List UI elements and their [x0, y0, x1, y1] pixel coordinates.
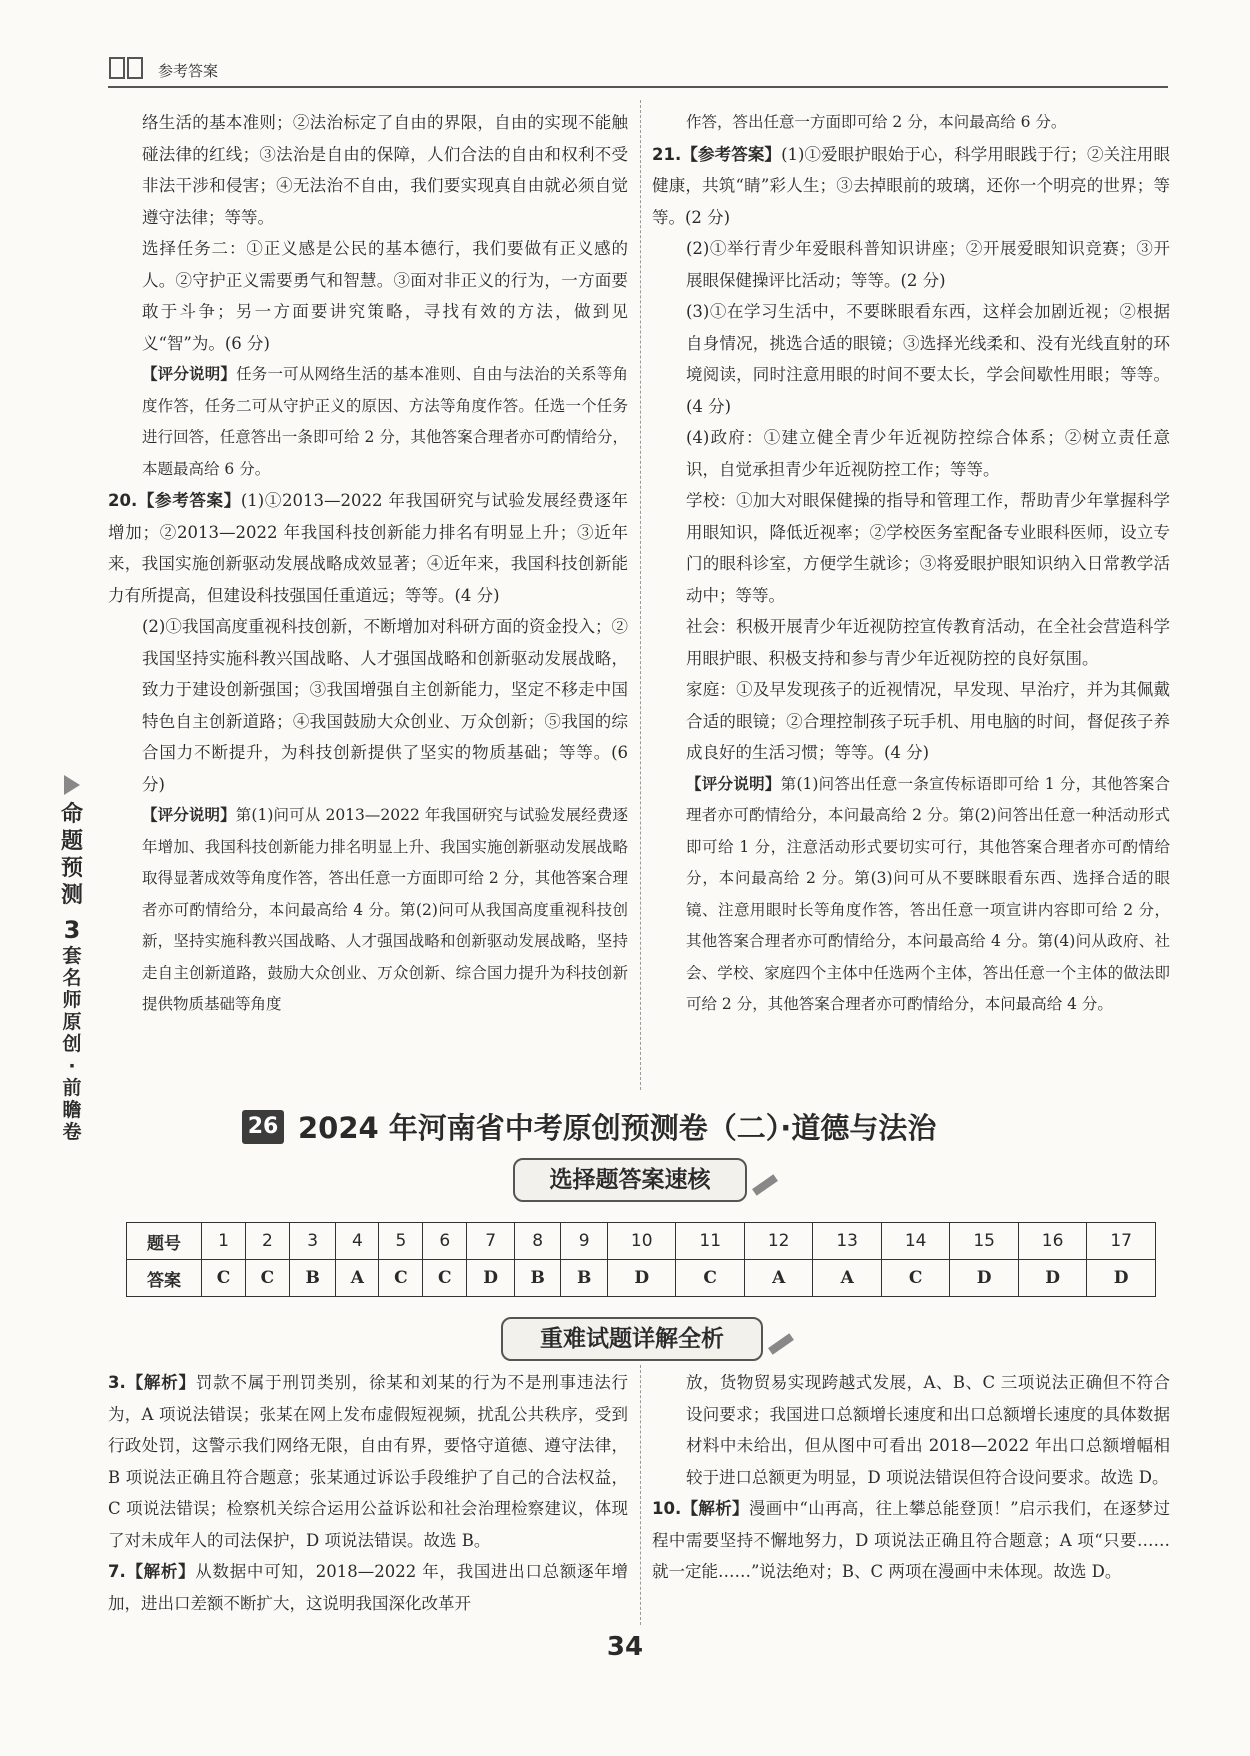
banner-char: 题: [60, 829, 83, 854]
banner-char: 原: [62, 1011, 82, 1033]
banner-char: ·: [68, 1055, 76, 1077]
analysis-text: 罚款不属于刑罚类别，徐某和刘某的行为不是刑事违法行为，A 项说法错误；张某在网上发布虚假短视频，扰乱公共秩序，受到行政处罚，这警示我们网络无限，自由有界，要恪守道德、遵守法律，B 项说法正确且符合题意；张某通过诉讼手段维护了自己的合法权益，C 项说法错误；检察机关综合运用公益诉讼和社会治理检察建议，体现了对未成年人的司法保护，D 项说法错误。故选 B。: [108, 1373, 629, 1550]
pencil-icon: [768, 1333, 794, 1354]
answer-tag: 【参考答案】: [137, 491, 241, 510]
banner-char: 测: [60, 883, 83, 908]
table-cell: D: [1087, 1260, 1156, 1297]
analysis-10: [652, 1493, 1170, 1588]
question-number: 21.: [652, 144, 682, 164]
answer-paragraph: (4)政府：①建立健全青少年近视防控综合体系；②树立责任意识，自觉承担青少年近视防控工作；等等。: [686, 428, 1170, 479]
table-row: [127, 1223, 1156, 1260]
analysis-tag: 【解析】: [125, 1373, 196, 1392]
table-cell: 10: [607, 1223, 675, 1260]
answer-text: (1)①2013—2022 年我国研究与试验发展经费逐年增加；②2013—2022 年我国科技创新能力排名有明显上升；③近年来，我国实施创新驱动发展战略成效显著；④近年来，我国科技创新能力有所提高，但建设科技强国任重道远；等等。(4 分): [108, 491, 629, 605]
left-column: [108, 107, 628, 1021]
table-cell: D: [1018, 1260, 1086, 1297]
answer-paragraph: (2)①我国高度重视科技创新，不断增加对科研方面的资金投入；②我国坚持实施科教兴国战略、人才强国战略和创新驱动发展战略，致力于建设创新强国；③我国增强自主创新能力，坚定不移走中国特色自主创新道路；④我国鼓励大众创业、万众创新；⑤我国的综合国力不断提升，为科技创新提供了坚实的物质基础；等等。(6 分): [142, 617, 628, 794]
table-cell: 15: [950, 1223, 1018, 1260]
note-tag: 【评分说明】: [142, 365, 237, 383]
scoring-note: [108, 359, 628, 485]
table-cell: A: [813, 1260, 881, 1297]
table-cell: 2: [245, 1223, 289, 1260]
table-cell: A: [336, 1260, 379, 1297]
detail-left-column: [108, 1367, 628, 1619]
answer-text: (1)①爱眼护眼始于心，科学用眼践于行；②关注用眼健康，共筑“睛”彩人生；③去掉眼前的玻璃，还你一个明亮的世界；等等。(2 分): [652, 144, 1171, 227]
page-header: [108, 52, 1168, 88]
question-number: 7.: [108, 1562, 126, 1581]
banner-arrow-icon: [64, 775, 80, 795]
book-icon: [108, 56, 144, 80]
answer-paragraph: 学校：①加大对眼保健操的指导和管理工作，帮助青少年掌握科学用眼知识，降低近视率；②学校医务室配备专业眼科医师，设立专门的眼科诊室，方便学生就诊；③将爱眼护眼知识纳入日常教学活动中；等等。: [686, 491, 1170, 605]
note-continuation: 作答，答出任意一方面即可给 2 分，本问最高给 6 分。: [686, 113, 1067, 131]
scoring-note: [108, 800, 628, 1021]
table-row: [127, 1260, 1156, 1297]
table-cell: C: [245, 1260, 289, 1297]
table-cell: D: [467, 1260, 515, 1297]
analysis-3: [108, 1367, 628, 1556]
column-divider: [640, 1365, 641, 1625]
banner-char: 前: [62, 1077, 82, 1099]
header-rule: [108, 86, 1168, 88]
question-number: 3.: [108, 1373, 126, 1392]
table-cell: 17: [1087, 1223, 1156, 1260]
table-cell: D: [607, 1260, 675, 1297]
banner-char: 瞻: [62, 1099, 82, 1121]
analysis-text: 漫画中“山再高，往上攀总能登顶！”启示我们，在逐梦过程中需要坚持不懈地努力，D 项说法正确且符合题意；A 项“只要……就一定能……”说法绝对；B、C 两项在漫画中未体现。故选 D。: [652, 1499, 1171, 1581]
row-header: 题号: [127, 1223, 202, 1260]
table-cell: C: [676, 1260, 744, 1297]
note-tag: 【评分说明】: [686, 774, 781, 793]
table-cell: A: [744, 1260, 812, 1297]
banner-char: 师: [62, 989, 82, 1011]
question-number: 10.: [652, 1499, 682, 1518]
detail-heading: 重难试题详解全析: [501, 1317, 763, 1361]
note-text: 第(1)问答出任意一条宣传标语即可给 1 分，其他答案合理者亦可酌情给分，本问最高给 2 分。第(2)问答出任意一种活动形式即可给 1 分，注意活动形式要切实可行，其他答案合理者亦可酌情给分，本问最高给 2 分。第(3)问可从不要眯眼看东西、选择合适的眼镜、注意用眼时长等角度作答，答出任意一项宣讲内容即可给 2 分，其他答案合理者亦可酌情给分，本问最高给 4 分。第(4)问从政府、社会、学校、家庭四个主体中任选两个主体，答出任意一个主体的做法即可给 2 分，其他答案合理者亦可酌情给分，本问最高给 4 分。: [686, 774, 1170, 1013]
analysis-tag: 【解析】: [681, 1499, 749, 1518]
answer-table: [126, 1222, 1156, 1297]
table-cell: 1: [202, 1223, 246, 1260]
column-divider: [640, 100, 641, 1090]
section-heading: 2024 年河南省中考原创预测卷（二）·道德与法治: [298, 1111, 937, 1145]
table-cell: B: [514, 1260, 561, 1297]
table-cell: C: [423, 1260, 467, 1297]
row-header: 答案: [127, 1260, 202, 1297]
banner-char: 套: [62, 945, 82, 967]
table-cell: 4: [336, 1223, 379, 1260]
table-cell: 9: [561, 1223, 608, 1260]
table-cell: 7: [467, 1223, 515, 1260]
banner-char: 命: [60, 802, 83, 827]
answer-paragraph: 络生活的基本准则；②法治标定了自由的界限，自由的实现不能触碰法律的红线；③法治是自由的保障，人们合法的自由和权利不受非法干涉和侵害；④无法治不自由，我们要实现真自由就必须自觉遵守法律；等等。: [142, 113, 628, 227]
table-cell: C: [881, 1260, 949, 1297]
analysis-text: 从数据中可知，2018—2022 年，我国进出口总额逐年增加，进出口差额不断扩大，这说明我国深化改革开: [108, 1562, 628, 1613]
table-cell: 14: [881, 1223, 949, 1260]
table-cell: C: [202, 1260, 246, 1297]
answer-paragraph: (2)①举行青少年爱眼科普知识讲座；②开展爱眼知识竞赛；③开展眼保健操评比活动；等等。(2 分): [686, 239, 1170, 290]
question-21: [652, 139, 1170, 234]
question-20: [108, 485, 628, 611]
pencil-icon: [752, 1174, 778, 1195]
answer-paragraph: 社会：积极开展青少年近视防控宣传教育活动，在全社会营造科学用眼护眼、积极支持和参与青少年近视防控的良好氛围。: [686, 617, 1170, 668]
answer-tag: 【参考答案】: [681, 144, 782, 164]
side-banner: [52, 775, 92, 1143]
answer-paragraph: (3)①在学习生活中，不要眯眼看东西，这样会加剧近视；②根据自身情况，挑选合适的眼镜；③选择光线柔和、没有光线直射的环境阅读，同时注意用眼的时间不要太长，学会间歇性用眼；等等。(4 分): [686, 302, 1170, 416]
scoring-note: [652, 769, 1170, 1021]
table-cell: B: [289, 1260, 336, 1297]
table-cell: 11: [676, 1223, 744, 1260]
banner-char: 卷: [62, 1121, 82, 1143]
header-label: 参考答案: [158, 62, 219, 80]
answer-paragraph: 选择任务二：①正义感是公民的基本德行，我们要做有正义感的人。②守护正义需要勇气和智慧。③面对非正义的行为，一方面要敢于斗争；另一方面要讲究策略，寻找有效的方法，做到见义“智”为。(6 分): [142, 239, 628, 353]
banner-char: 名: [62, 967, 82, 989]
analysis-7: [108, 1556, 628, 1619]
table-cell: 16: [1018, 1223, 1086, 1260]
note-tag: 【评分说明】: [142, 806, 236, 824]
banner-char: 创: [62, 1033, 82, 1055]
table-cell: 3: [289, 1223, 336, 1260]
page-number: 34: [606, 1632, 644, 1662]
table-cell: 5: [379, 1223, 423, 1260]
table-cell: 8: [514, 1223, 561, 1260]
question-number: 20.: [108, 491, 138, 510]
analysis-tag: 【解析】: [125, 1562, 196, 1581]
note-text: 第(1)问可从 2013—2022 年我国研究与试验发展经费逐年增加、我国科技创新能力排名明显上升、我国实施创新驱动发展战略取得显著成效等角度作答，答出任意一方面即可给 2 分，其他答案合理者亦可酌情给分，本问最高给 4 分。第(2)问可从我国高度重视科技创新，坚持实施科教兴国战略、人才强国战略和创新驱动发展战略，坚持走自主创新道路，鼓励大众创业、万众创新、综合国力提升为科技创新提供物质基础等角度: [142, 806, 628, 1013]
detail-right-column: [652, 1367, 1170, 1588]
answer-paragraph: 家庭：①及早发现孩子的近视情况，早发现、早治疗，并为其佩戴合适的眼镜；②合理控制孩子玩手机、用电脑的时间，督促孩子养成良好的生活习惯；等等。(4 分): [686, 680, 1170, 762]
table-cell: 13: [813, 1223, 881, 1260]
note-text: 任务一可从网络生活的基本准则、自由与法治的关系等角度作答，任务二可从守护正义的原因、方法等角度作答。任选一个任务进行回答，任意答出一条即可给 2 分，其他答案合理者亦可酌情给分，本题最高给 6 分。: [142, 365, 628, 478]
banner-char: 预: [60, 856, 83, 881]
banner-number: 3: [63, 916, 81, 944]
table-cell: B: [561, 1260, 608, 1297]
right-column: [652, 107, 1170, 1021]
section-badge: 26: [242, 1110, 284, 1144]
table-cell: C: [379, 1260, 423, 1297]
table-cell: 12: [744, 1223, 812, 1260]
table-cell: 6: [423, 1223, 467, 1260]
table-cell: D: [950, 1260, 1018, 1297]
analysis-continuation: 放，货物贸易实现跨越式发展，A、B、C 三项说法正确但不符合设问要求；我国进口总额增长速度和出口总额增长速度的具体数据材料中未给出，但从图中可看出 2018—2022 年出口总额增幅相较于进口总额更为明显，D 项说法错误但符合设问要求。故选 D。: [686, 1373, 1170, 1487]
section-title: [242, 1106, 1022, 1150]
quick-check-heading: 选择题答案速核: [513, 1158, 747, 1202]
